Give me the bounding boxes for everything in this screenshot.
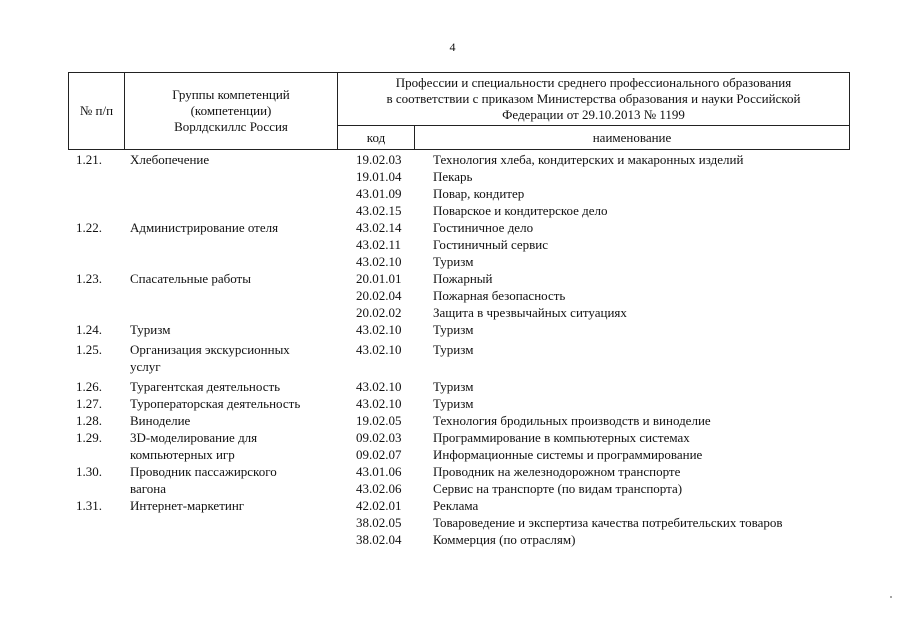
competence-name-line: Организация экскурсионных [130,342,290,357]
competence-group-name [123,151,349,219]
profession-title: Пожарный [433,271,493,286]
header-code-label: код [366,129,386,145]
header-professions-line: Профессии и специальности среднего профессионального образования [395,75,792,90]
profession-code: 09.02.07 [356,447,402,462]
profession-title: Реклама [433,498,479,513]
competence-name-line: Туризм [130,322,171,337]
profession-code: 20.01.01 [356,271,402,286]
table-row [349,463,850,480]
table-row [349,497,850,514]
competence-name-line: Администрирование отеля [130,220,279,235]
table-row [349,321,850,338]
table-row [349,429,850,446]
page-number: 4 [449,40,456,54]
header-group-line: Ворлдскиллс Россия [174,119,288,134]
group-number: 1.31. [76,498,102,513]
header-code [338,126,414,149]
group-number: 1.24. [76,322,102,337]
profession-title: Проводник на железнодорожном транспорте [433,464,681,479]
competence-group-name [123,321,349,338]
header-group-line: (компетенции) [190,103,272,118]
table-row-group [68,395,850,412]
competence-group-name [123,219,349,270]
profession-title: Программирование в компьютерных системах [433,430,690,445]
competence-name-line: Турагентская деятельность [130,379,281,394]
profession-code: 43.02.10 [356,379,402,394]
header-group-line: Группы компетенций [172,87,290,102]
table-row [349,202,850,219]
competence-group-name [123,378,349,395]
profession-title: Повар, кондитер [433,186,525,201]
profession-title: Туризм [433,254,474,269]
table-row [349,341,850,358]
table-row [349,480,850,497]
group-number: 1.26. [76,379,102,394]
table-row [349,395,850,412]
table-row [349,514,850,531]
table-row [349,236,850,253]
profession-title: Пожарная безопасность [433,288,566,303]
profession-code: 43.02.11 [356,237,402,252]
table-row-group [68,341,850,375]
header-num [69,73,124,149]
scan-speck [890,596,892,598]
profession-title: Сервис на транспорте (по видам транспорта) [433,481,683,496]
competence-group-name [123,497,349,548]
competence-name-line: Проводник пассажирского [130,464,277,479]
table-row [349,378,850,395]
table-row-group [68,151,850,219]
profession-code: 20.02.04 [356,288,402,303]
table-row-group [68,321,850,338]
profession-title: Поварское и кондитерское дело [433,203,608,218]
group-number: 1.23. [76,271,102,286]
profession-title: Технология хлеба, кондитерских и макаронных изделий [433,152,744,167]
profession-code: 38.02.04 [356,532,402,547]
table-row-group [68,219,850,270]
table-row-group [68,463,850,497]
table-row [349,253,850,270]
profession-code: 43.02.10 [356,342,402,357]
profession-title: Гостиничный сервис [433,237,549,252]
profession-title: Защита в чрезвычайных ситуациях [433,305,627,320]
competence-name-line: Хлебопечение [130,152,210,167]
header-name-label: наименование [592,129,672,145]
group-number: 1.22. [76,220,102,235]
profession-title: Товароведение и экспертиза качества потребительских товаров [433,515,783,530]
competence-name-line: Виноделие [130,413,191,428]
profession-title: Туризм [433,342,474,357]
profession-title: Коммерция (по отраслям) [433,532,576,547]
header-professions-line: в соответствии с приказом Министерства образования и науки Российской [386,91,801,106]
profession-code: 43.02.06 [356,481,402,496]
competence-group-name [123,412,349,429]
competence-group-name [123,341,349,375]
profession-title: Туризм [433,379,474,394]
table-row [349,270,850,287]
profession-code: 43.02.15 [356,203,402,218]
table-body [68,151,850,548]
competence-group-name [123,429,349,463]
profession-title: Информационные системы и программирование [433,447,703,462]
competence-name-line: Интернет-маркетинг [130,498,245,513]
profession-code: 19.02.05 [356,413,402,428]
table-header [68,72,850,150]
profession-code: 09.02.03 [356,430,402,445]
profession-code: 43.02.10 [356,254,402,269]
competence-group-name [123,395,349,412]
profession-title: Гостиничное дело [433,220,534,235]
header-group [125,73,337,149]
profession-code: 43.01.09 [356,186,402,201]
table-row-group [68,412,850,429]
competence-group-name [123,463,349,497]
competence-name-line: услуг [130,359,161,374]
profession-code: 19.01.04 [356,169,402,184]
competence-name-line: вагона [130,481,166,496]
profession-title: Технология бродильных производств и виноделие [433,413,711,428]
profession-title: Пекарь [433,169,473,184]
competence-name-line: 3D-моделирование для [130,430,258,445]
table-row-group [68,429,850,463]
table-row [349,531,850,548]
header-professions [338,73,849,125]
table-row-group [68,497,850,548]
group-number: 1.28. [76,413,102,428]
header-name [415,126,849,149]
header-professions-line: Федерации от 29.10.2013 № 1199 [502,107,685,122]
profession-title: Туризм [433,396,474,411]
competence-group-name [123,270,349,321]
profession-title: Туризм [433,322,474,337]
group-number: 1.29. [76,430,102,445]
table-row-group [68,378,850,395]
group-number: 1.25. [76,342,102,357]
table-row [349,185,850,202]
competence-name-line: Спасательные работы [130,271,251,286]
profession-code: 43.02.10 [356,396,402,411]
table-row [349,446,850,463]
profession-code: 43.02.10 [356,322,402,337]
table-row [349,219,850,236]
competence-name-line: компьютерных игр [130,447,235,462]
table-row [349,151,850,168]
profession-code: 43.02.14 [356,220,402,235]
profession-code: 42.02.01 [356,498,402,513]
profession-code: 38.02.05 [356,515,402,530]
group-number: 1.27. [76,396,102,411]
profession-code: 43.01.06 [356,464,402,479]
profession-code: 19.02.03 [356,152,402,167]
table-row [349,168,850,185]
table-row [349,304,850,321]
group-number: 1.30. [76,464,102,479]
header-num-label: № п/п [79,103,114,118]
table-row [349,287,850,304]
table-row [349,412,850,429]
profession-code: 20.02.02 [356,305,402,320]
competence-name-line: Туроператорская деятельность [130,396,301,411]
table-row-group [68,270,850,321]
group-number: 1.21. [76,152,102,167]
